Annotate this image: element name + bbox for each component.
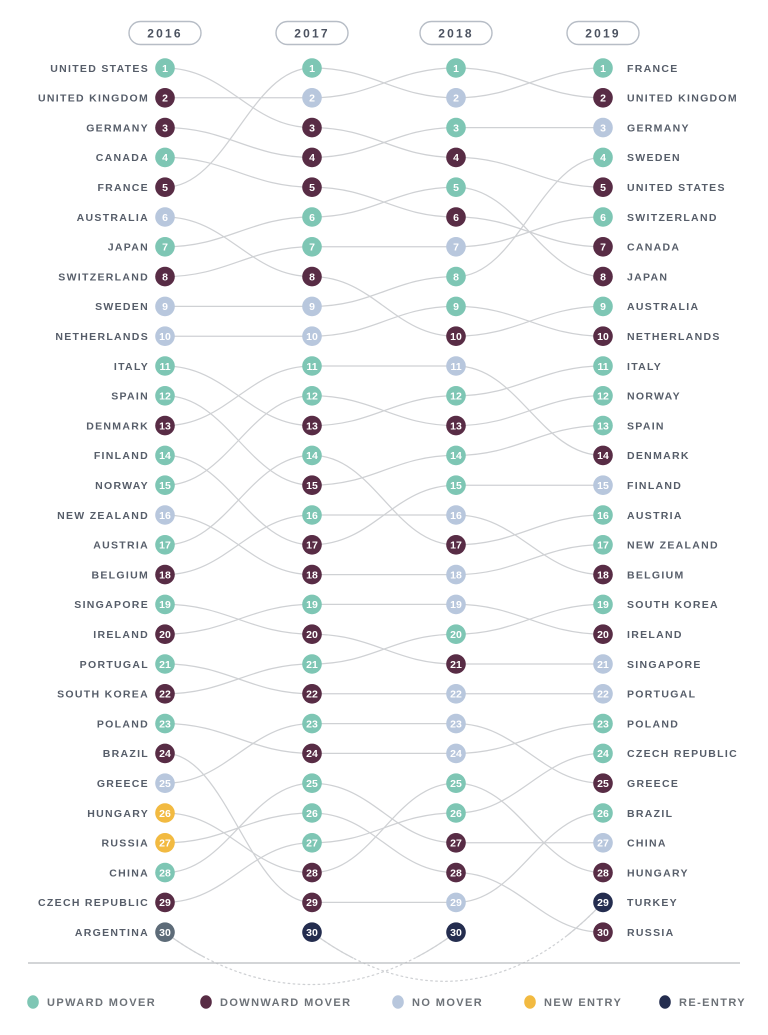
rank-number-2017-15: 15 — [306, 480, 318, 492]
rank-number-2018-20: 20 — [450, 629, 462, 641]
rank-number-2019-27: 27 — [597, 837, 609, 850]
country-label-right-30: RUSSIA — [627, 927, 675, 939]
year-pill-label-2019: 2019 — [585, 26, 621, 41]
rank-number-2016-28: 28 — [159, 867, 171, 880]
rank-number-2018-29: 29 — [450, 897, 462, 910]
rank-number-2019-20: 20 — [597, 629, 609, 641]
rank-number-2019-7: 7 — [600, 241, 606, 254]
country-label-right-4: SWEDEN — [627, 152, 681, 165]
rank-number-2018-16: 16 — [450, 509, 462, 522]
connector-line-greece — [456, 724, 603, 784]
connector-line-united-states — [456, 157, 603, 187]
rank-number-2016-17: 17 — [159, 539, 171, 552]
rank-number-2019-15: 15 — [597, 480, 609, 492]
connector-line-germany — [312, 128, 456, 158]
country-label-left-28: CHINA — [109, 867, 149, 880]
rank-number-2019-23: 23 — [597, 718, 609, 731]
legend-dot-re — [659, 995, 671, 1009]
rank-number-2017-19: 19 — [306, 599, 318, 612]
year-pill-label-2018: 2018 — [438, 26, 474, 41]
rank-number-2016-13: 13 — [159, 420, 171, 433]
country-label-left-23: POLAND — [96, 718, 149, 731]
rank-number-2017-2: 2 — [309, 92, 315, 105]
connector-line-australia — [165, 217, 312, 277]
connector-line-hungary — [165, 813, 312, 873]
rank-number-2019-26: 26 — [597, 807, 609, 820]
country-label-right-7: CANADA — [627, 241, 681, 254]
country-label-left-8: SWITZERLAND — [58, 271, 149, 284]
country-label-right-10: NETHERLANDS — [627, 331, 721, 343]
country-label-right-16: AUSTRIA — [627, 509, 683, 522]
country-label-left-19: SINGAPORE — [74, 599, 149, 612]
connector-line-china — [312, 783, 456, 843]
year-pills-layer — [129, 22, 639, 45]
rank-number-2018-8: 8 — [453, 271, 459, 284]
country-label-left-26: HUNGARY — [87, 807, 149, 820]
connector-line-austria — [312, 455, 456, 544]
connector-line-brazil — [456, 813, 603, 902]
country-label-left-16: NEW ZEALAND — [57, 509, 149, 522]
legend-dot-new — [524, 995, 536, 1009]
rank-number-2016-14: 14 — [159, 450, 171, 463]
country-label-left-24: BRAZIL — [102, 748, 149, 761]
country-label-right-8: JAPAN — [627, 271, 669, 284]
country-label-right-28: HUNGARY — [627, 867, 689, 880]
connector-line-south-korea — [165, 664, 312, 694]
connector-line-czech-republic — [312, 813, 456, 843]
country-label-right-12: NORWAY — [627, 390, 681, 403]
connector-line-south-korea — [312, 634, 456, 664]
rank-number-2018-25: 25 — [450, 778, 462, 790]
rank-number-2018-22: 22 — [450, 688, 462, 701]
rank-number-2016-20: 20 — [159, 629, 171, 641]
country-label-right-13: SPAIN — [627, 420, 665, 433]
rank-number-2017-1: 1 — [309, 62, 315, 75]
rank-number-2016-18: 18 — [159, 569, 171, 582]
country-label-left-17: AUSTRIA — [93, 539, 149, 552]
rank-number-2016-24: 24 — [159, 748, 171, 761]
connector-line-greece — [165, 724, 312, 784]
rank-number-2017-4: 4 — [309, 152, 315, 165]
legend-dot-no — [392, 995, 404, 1009]
connector-line-russia — [312, 813, 456, 873]
country-label-left-21: PORTUGAL — [79, 658, 149, 671]
rank-number-2018-4: 4 — [453, 152, 459, 165]
legend — [27, 995, 746, 1009]
country-label-left-27: RUSSIA — [101, 837, 149, 850]
country-label-right-1: FRANCE — [627, 62, 679, 75]
country-label-left-13: DENMARK — [86, 420, 149, 433]
rank-number-2016-4: 4 — [162, 152, 168, 165]
connector-line-netherlands — [456, 306, 603, 336]
country-label-left-29: CZECH REPUBLIC — [38, 897, 149, 910]
connector-line-hungary — [456, 783, 603, 872]
connector-line-new-zealand — [456, 545, 603, 575]
rank-number-2018-14: 14 — [450, 450, 462, 463]
country-label-left-15: NORWAY — [95, 480, 149, 492]
year-pill-label-2017: 2017 — [294, 26, 330, 41]
rank-number-2016-19: 19 — [159, 599, 171, 612]
country-label-right-6: SWITZERLAND — [627, 211, 718, 224]
rank-number-2018-21: 21 — [450, 658, 462, 671]
connector-line-switzerland — [456, 217, 603, 247]
country-label-right-26: BRAZIL — [627, 807, 674, 820]
country-label-right-15: FINLAND — [627, 480, 683, 492]
rank-number-2016-7: 7 — [162, 241, 168, 254]
rank-number-2017-26: 26 — [306, 807, 318, 820]
connector-line-denmark — [165, 366, 312, 426]
rank-number-2016-10: 10 — [159, 331, 171, 343]
rank-number-2018-23: 23 — [450, 718, 462, 731]
country-label-left-9: SWEDEN — [95, 301, 149, 314]
rank-number-2017-30: 30 — [306, 927, 318, 939]
rank-number-2018-6: 6 — [453, 211, 459, 224]
rank-number-2016-16: 16 — [159, 509, 171, 522]
rank-number-2019-24: 24 — [597, 748, 609, 761]
connector-line-sweden — [312, 277, 456, 307]
connector-line-france — [165, 68, 312, 187]
connector-line-japan — [312, 187, 456, 217]
rank-number-2017-18: 18 — [306, 569, 318, 582]
rank-number-2017-14: 14 — [306, 450, 318, 463]
country-label-right-19: SOUTH KOREA — [627, 599, 719, 612]
rank-number-2018-13: 13 — [450, 420, 462, 433]
rank-number-2019-29: 29 — [597, 897, 609, 910]
rank-number-2019-3: 3 — [600, 122, 606, 135]
legend-label-down: DOWNWARD MOVER — [220, 997, 352, 1009]
rank-number-2017-27: 27 — [306, 837, 318, 850]
legend-label-re: RE-ENTRY — [679, 997, 747, 1009]
connector-line-belgium — [165, 515, 312, 575]
rank-number-2016-9: 9 — [162, 301, 168, 314]
rank-number-2016-5: 5 — [162, 182, 168, 194]
country-label-right-17: NEW ZEALAND — [627, 539, 719, 552]
rank-number-2018-5: 5 — [453, 182, 459, 194]
country-label-left-4: CANADA — [95, 152, 149, 165]
rank-number-2018-27: 27 — [450, 837, 462, 850]
connector-line-norway — [165, 396, 312, 485]
rank-number-2019-11: 11 — [597, 360, 609, 373]
country-label-right-24: CZECH REPUBLIC — [627, 748, 738, 761]
rank-number-2016-22: 22 — [159, 688, 171, 701]
legend-label-no: NO MOVER — [412, 997, 484, 1009]
rank-number-2017-13: 13 — [306, 420, 318, 433]
year-pill-label-2016: 2016 — [147, 26, 183, 41]
rank-number-2017-16: 16 — [306, 509, 318, 522]
country-label-left-5: FRANCE — [97, 182, 149, 194]
rank-number-2017-23: 23 — [306, 718, 318, 731]
rank-number-2017-6: 6 — [309, 211, 315, 224]
rank-number-2016-26: 26 — [159, 807, 171, 820]
country-label-left-10: NETHERLANDS — [55, 331, 149, 343]
country-label-left-11: ITALY — [113, 360, 149, 373]
connector-line-south-korea — [456, 604, 603, 634]
rank-number-2017-29: 29 — [306, 897, 318, 910]
rank-number-2017-25: 25 — [306, 778, 318, 790]
rank-number-2019-16: 16 — [597, 509, 609, 522]
country-label-left-20: IRELAND — [93, 629, 149, 641]
rank-number-2019-1: 1 — [600, 62, 606, 75]
rank-number-2016-21: 21 — [159, 658, 171, 671]
country-label-right-25: GREECE — [627, 778, 680, 790]
connector-line-belgium — [456, 515, 603, 575]
rank-number-2017-10: 10 — [306, 331, 318, 343]
connector-line-canada — [165, 157, 312, 187]
rank-number-2016-1: 1 — [162, 62, 168, 75]
rank-number-2019-25: 25 — [597, 778, 609, 790]
connector-line-japan — [165, 217, 312, 247]
rank-number-2017-5: 5 — [309, 182, 315, 194]
country-label-left-25: GREECE — [96, 778, 149, 790]
rank-number-2018-18: 18 — [450, 569, 462, 582]
legend-label-new: NEW ENTRY — [544, 997, 623, 1009]
rank-number-2016-3: 3 — [162, 122, 168, 135]
connector-line-poland — [165, 724, 312, 754]
rank-number-2018-11: 11 — [450, 360, 462, 373]
rank-number-2017-22: 22 — [306, 688, 318, 701]
rank-number-2017-24: 24 — [306, 748, 318, 761]
connector-line-france — [312, 68, 456, 98]
rank-number-2016-27: 27 — [159, 837, 171, 850]
country-label-left-12: SPAIN — [111, 390, 149, 403]
rank-number-2018-28: 28 — [450, 867, 462, 880]
rank-number-2016-23: 23 — [159, 718, 171, 731]
rank-number-2019-9: 9 — [600, 301, 606, 314]
rank-number-2018-24: 24 — [450, 748, 462, 761]
country-label-left-18: BELGIUM — [91, 569, 149, 582]
rank-number-2019-13: 13 — [597, 420, 609, 433]
connector-line-china — [165, 783, 312, 872]
rank-number-2016-11: 11 — [159, 360, 171, 373]
connector-line-ireland — [165, 604, 312, 634]
rank-number-2017-28: 28 — [306, 867, 318, 880]
rank-number-2016-6: 6 — [162, 211, 168, 224]
country-label-right-27: CHINA — [627, 837, 667, 850]
country-label-left-1: UNITED STATES — [50, 62, 149, 75]
connector-line-norway — [312, 396, 456, 426]
legend-dot-down — [200, 995, 212, 1009]
rank-number-2018-10: 10 — [450, 331, 462, 343]
rank-number-2016-15: 15 — [159, 480, 171, 492]
connector-line-netherlands — [312, 306, 456, 336]
country-label-left-3: GERMANY — [86, 122, 149, 135]
rank-number-2016-25: 25 — [159, 778, 171, 790]
rank-number-2019-8: 8 — [600, 271, 606, 284]
rank-number-2019-4: 4 — [600, 152, 606, 165]
connector-line-norway — [456, 396, 603, 426]
country-label-right-11: ITALY — [627, 360, 663, 373]
rank-number-2018-30: 30 — [450, 927, 462, 939]
rank-number-2019-18: 18 — [597, 569, 609, 582]
connector-line-poland — [456, 724, 603, 754]
rank-number-2017-9: 9 — [309, 301, 315, 314]
rank-number-2019-19: 19 — [597, 599, 609, 612]
rank-number-2018-17: 17 — [450, 539, 462, 552]
rank-number-2018-3: 3 — [453, 122, 459, 135]
rank-number-2019-12: 12 — [597, 390, 609, 403]
country-labels-layer — [38, 63, 738, 939]
rank-number-2018-7: 7 — [453, 241, 459, 254]
country-label-left-30: ARGENTINA — [74, 927, 149, 939]
legend-dot-up — [27, 995, 39, 1009]
connector-lines-layer — [165, 68, 603, 985]
rank-number-2018-26: 26 — [450, 807, 462, 820]
rank-number-2019-5: 5 — [600, 182, 606, 194]
country-label-right-2: UNITED KINGDOM — [627, 92, 738, 105]
rank-number-2017-12: 12 — [306, 390, 318, 403]
rank-number-2018-2: 2 — [453, 92, 459, 105]
rank-number-2018-12: 12 — [450, 390, 462, 403]
rank-number-2016-2: 2 — [162, 92, 168, 105]
connector-line-france — [456, 68, 603, 98]
rank-number-2018-1: 1 — [453, 62, 459, 75]
rank-number-2019-17: 17 — [597, 539, 609, 552]
rank-number-2016-12: 12 — [159, 390, 171, 403]
connector-line-czech-republic — [456, 753, 603, 813]
rank-number-2017-3: 3 — [309, 122, 315, 135]
connector-line-austria — [165, 455, 312, 544]
connector-line-austria — [456, 515, 603, 545]
rank-number-2017-11: 11 — [306, 360, 318, 373]
rank-number-2019-30: 30 — [597, 927, 609, 939]
rank-number-2019-6: 6 — [600, 211, 606, 224]
rank-number-2019-14: 14 — [597, 450, 609, 463]
country-label-left-22: SOUTH KOREA — [57, 688, 149, 701]
legend-label-up: UPWARD MOVER — [47, 997, 157, 1009]
country-label-right-29: TURKEY — [627, 897, 678, 910]
connector-line-australia — [312, 277, 456, 337]
rank-number-2017-21: 21 — [306, 658, 318, 671]
connector-line-sweden — [456, 157, 603, 276]
connector-line-czech-republic — [165, 843, 312, 903]
country-label-right-22: PORTUGAL — [627, 688, 697, 701]
rank-number-2019-22: 22 — [597, 688, 609, 701]
country-label-left-6: AUSTRALIA — [76, 211, 149, 224]
country-label-right-14: DENMARK — [627, 450, 690, 463]
country-label-right-23: POLAND — [627, 718, 680, 731]
country-label-left-7: JAPAN — [107, 241, 149, 254]
rank-number-2017-7: 7 — [309, 241, 315, 254]
rank-number-2018-19: 19 — [450, 599, 462, 612]
connector-line-germany — [165, 128, 312, 158]
country-label-right-3: GERMANY — [627, 122, 690, 135]
rank-number-2016-8: 8 — [162, 271, 168, 284]
country-label-right-18: BELGIUM — [627, 569, 685, 582]
rank-number-2019-28: 28 — [597, 867, 609, 880]
rank-number-2019-10: 10 — [597, 331, 609, 343]
country-label-right-9: AUSTRALIA — [627, 301, 700, 314]
country-label-right-5: UNITED STATES — [627, 182, 726, 194]
rank-number-2017-17: 17 — [306, 539, 318, 552]
country-label-left-2: UNITED KINGDOM — [38, 92, 149, 105]
rank-number-2016-30: 30 — [159, 927, 171, 939]
rank-number-2019-21: 21 — [597, 658, 609, 671]
connector-line-switzerland — [165, 247, 312, 277]
rank-number-2018-15: 15 — [450, 480, 462, 492]
rank-number-2017-20: 20 — [306, 629, 318, 641]
rank-number-2019-2: 2 — [600, 92, 606, 105]
rank-number-2018-9: 9 — [453, 301, 459, 314]
rank-number-2016-29: 29 — [159, 897, 171, 910]
country-label-right-21: SINGAPORE — [627, 658, 702, 671]
rank-number-2017-8: 8 — [309, 271, 315, 284]
country-label-left-14: FINLAND — [93, 450, 149, 463]
country-label-right-20: IRELAND — [627, 629, 683, 641]
